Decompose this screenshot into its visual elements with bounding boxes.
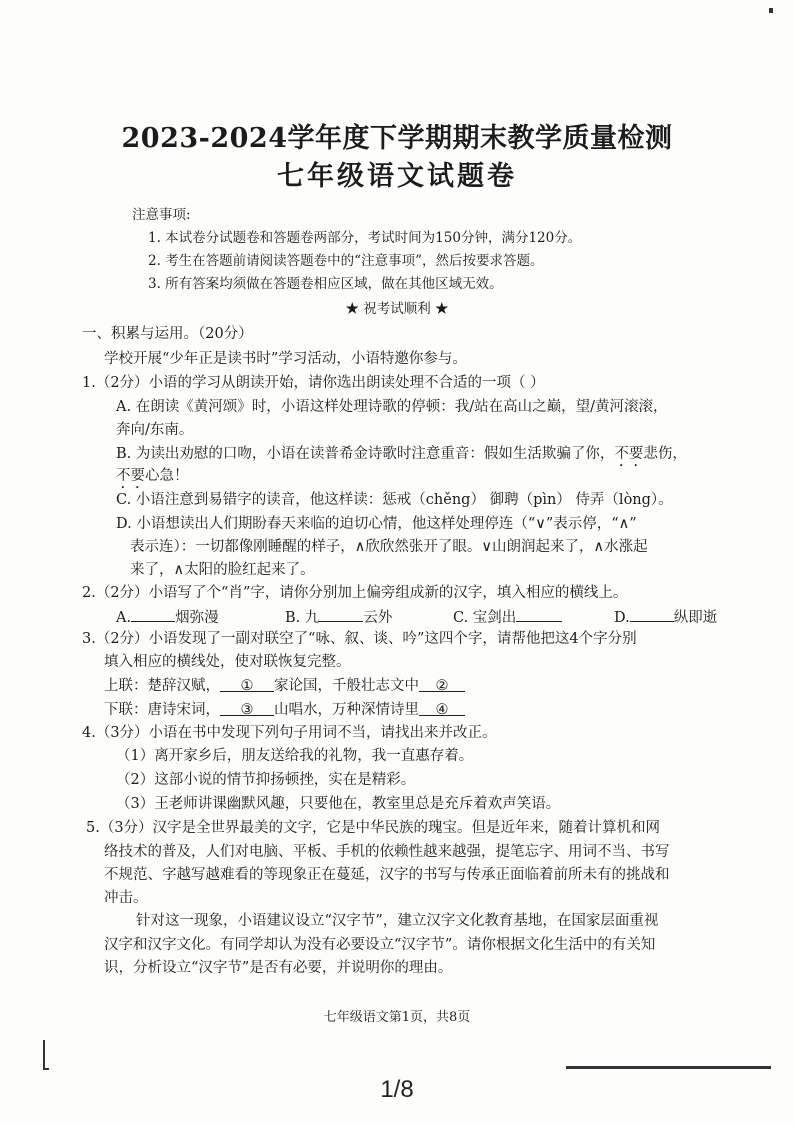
answer-blank[interactable] [630, 606, 674, 622]
section-heading: 一、积累与运用。（20分） [82, 326, 253, 342]
answer-blank[interactable]: ② [419, 676, 465, 692]
scan-edge-mark-left-foot [43, 1068, 49, 1070]
couplet-text: 上联：楚辞汉赋， [104, 678, 220, 694]
emphasis-text: 不要 [614, 446, 644, 462]
question-5-text: 汉字和汉字文化。有同学却认为没有必要设立“汉字节”。请你根据文化生活中的有关知 [104, 937, 656, 953]
question-4-sentence: （2）这部小说的情节抑扬顿挫，实在是精彩。 [116, 772, 416, 788]
exam-subtitle: 七年级语文试题卷 [277, 161, 517, 192]
answer-blank[interactable] [516, 606, 562, 622]
question-1-option-c: C. 小语注意到易错字的读音，他这样读：惩戒（chěng） 御聘（pìn） 侍弄（lòng）。 [116, 492, 673, 508]
notice-heading: 注意事项: [132, 207, 191, 223]
option-text: 烟弥漫 [175, 610, 219, 626]
question-5-text: 不规范、字越写越难看的等现象正在蔓延，汉字的书写与传承正面临着前所未有的挑战和 [104, 867, 670, 883]
option-b-text: B. 为读出劝慰的口吻，小语在读普希金诗歌时注意重音：假如生活欺骗了你， [116, 446, 615, 462]
notice-item: 3. 所有答案均须做在答题卷相应区域，做在其他区域无效。 [148, 276, 503, 292]
option-label: B. 九 [285, 610, 320, 626]
answer-blank[interactable]: ① [220, 676, 274, 692]
question-1-option-a-cont: 奔向/东南。 [116, 422, 194, 438]
option-text: 云外 [363, 610, 393, 626]
option-label: C. 宝剑出 [453, 610, 517, 626]
question-1-stem: 1.（2分）小语的学习从朗读开始，请你选出朗读处理不合适的一项（ ） [82, 375, 545, 391]
question-1-option-d-cont: 来了，∧太阳的脸红起来了。 [130, 562, 315, 578]
option-label: A. [116, 610, 132, 626]
answer-blank[interactable]: ④ [419, 700, 465, 716]
answer-blank[interactable]: ③ [220, 700, 274, 716]
scan-edge-mark-top-right [769, 8, 773, 13]
couplet-upper [104, 676, 465, 696]
emphasis-text: 不要 [116, 468, 145, 484]
answer-blank[interactable] [319, 606, 363, 622]
question-5-text: 针对这一现象，小语建议设立“汉字节”，建立汉字文化教育基地，在国家层面重视 [136, 913, 659, 929]
question-4-sentence: （3）王老师讲课幽默风趣，只要他在，教室里总是充斥着欢声笑语。 [116, 796, 561, 812]
question-4-sentence: （1）离开家乡后，朋友送给我的礼物，我一直惠存着。 [116, 748, 474, 764]
page-footer: 七年级语文第1页，共8页 [323, 1010, 471, 1025]
question-1-option-b-cont [116, 466, 189, 492]
exam-title: 2023-2024学年度下学期期末教学质量检测 [121, 123, 673, 154]
question-4-stem: 4.（3分）小语在书中发现下列句子用词不当，请找出来并改正。 [82, 725, 497, 741]
question-3-stem-cont: 填入相应的横线处，使对联恢复完整。 [104, 654, 351, 670]
answer-blank[interactable] [131, 606, 175, 622]
question-5-text: 络技术的普及，人们对电脑、平板、手机的依赖性越来越强，提笔忘字、用词不当、书写 [104, 844, 670, 860]
question-1-option-a: A. 在朗读《黄河颂》时，小语这样处理诗歌的停顿：我/站在高山之巅，望/黄河滚滚， [116, 399, 668, 415]
question-5-text: 5.（3分）汉字是全世界最美的文字，它是中华民族的瑰宝。但是近年来，随着计算机和网 [86, 820, 661, 836]
notice-item: 1. 本试卷分试题卷和答题卷两部分，考试时间为150分钟，满分120分。 [148, 230, 582, 246]
notice-item: 2. 考生在答题前请阅读答题卷中的“注意事项”，然后按要求答题。 [148, 253, 544, 269]
couplet-text: 山唱水，万种深情诗里 [274, 702, 419, 718]
question-5-text: 识，分析设立“汉字节”是否有必要，并说明你的理由。 [104, 960, 453, 976]
option-b-text: 心急！ [145, 468, 189, 484]
option-b-text: 悲伤， [643, 446, 687, 462]
option-label: D. [614, 610, 630, 626]
exam-wish: ★ 祝考试顺利 ★ [345, 301, 449, 317]
question-2-option-a [116, 606, 219, 628]
option-text: 纵即逝 [673, 610, 718, 626]
question-2-stem: 2.（2分）小语写了个“肖”字，请你分别加上偏旁组成新的汉字，填入相应的横线上。 [82, 585, 628, 601]
question-3-stem: 3.（2分）小语发现了一副对联空了“咏、叙、谈、吟”这四个字，请帮他把这4个字分别 [82, 631, 637, 647]
question-5-text: 冲击。 [104, 890, 148, 906]
question-2-option-b [285, 606, 392, 628]
couplet-lower [104, 700, 465, 720]
question-2-option-c [453, 606, 562, 628]
couplet-text: 下联：唐诗宋词， [104, 702, 220, 718]
scan-edge-mark-left [43, 1040, 45, 1070]
scan-edge-mark-bottom-right [566, 1066, 771, 1069]
question-1-option-d-cont: 表示连）：一切都像刚睡醒的样子，∧欣欣然张开了眼。∨山朗润起来了，∧水涨起 [130, 539, 648, 555]
page-indicator: 1/8 [380, 1076, 414, 1103]
question-1-option-b [116, 444, 687, 470]
question-1-option-d: D. 小语想读出人们期盼春天来临的迫切心情，他这样处理停连（“∨”表示停，“∧” [116, 516, 637, 532]
section-intro: 学校开展“少年正是读书时”学习活动，小语特邀你参与。 [104, 351, 467, 367]
couplet-text: 家论国，千般壮志文中 [274, 678, 419, 694]
question-2-option-d [614, 606, 717, 628]
